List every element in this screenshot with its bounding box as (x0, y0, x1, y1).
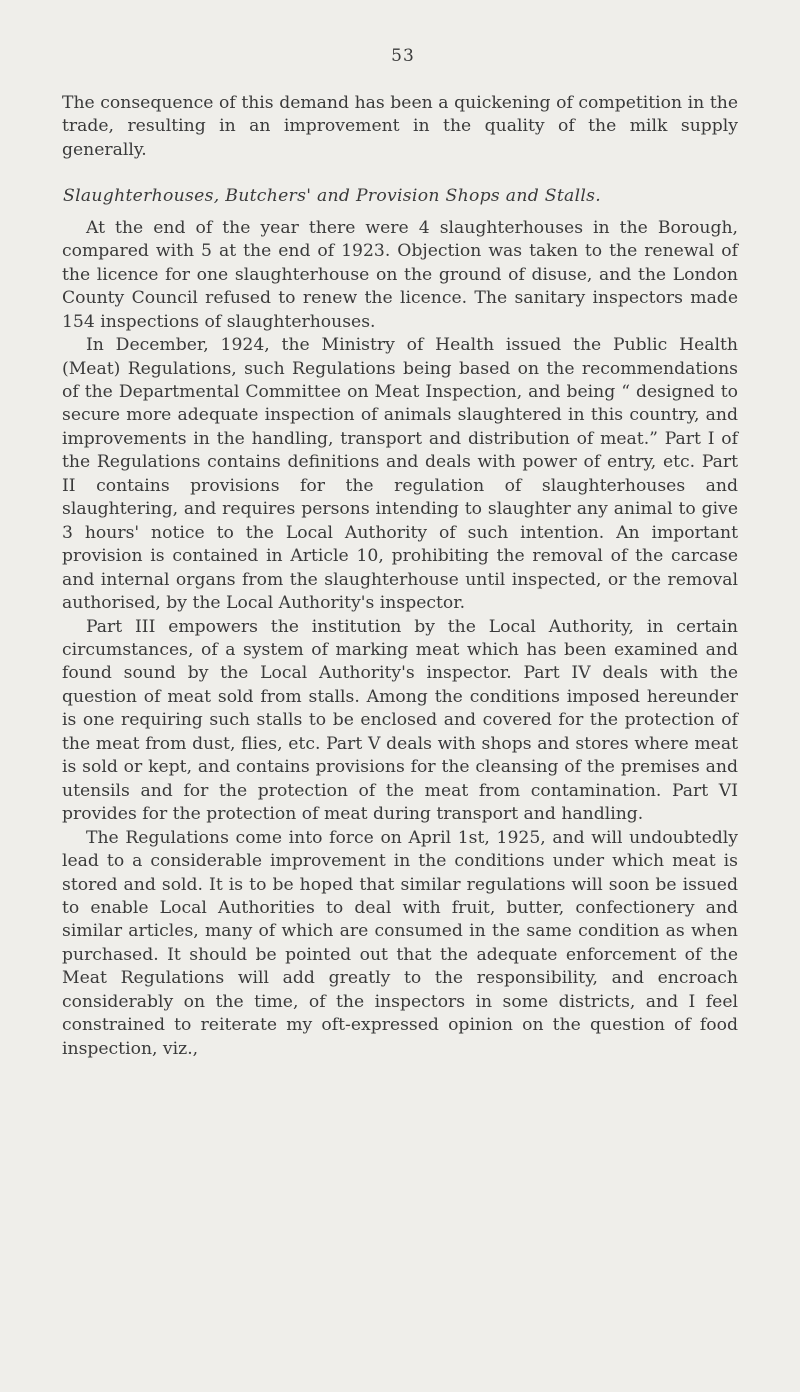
intro-paragraph: The consequence of this demand has been a quickening of competition in the trade, resulting in an improvement in the quality of the milk supply generally. (62, 93, 738, 160)
paragraph-slaughterhouse-count: At the end of the year there were 4 slaughterhouses in the Borough, compared with 5 at the end of 1923. Objection was taken to the renewal of the licence for one slaughterhouse on the ground of disuse, and the London County Council refused to renew the licence. The sanitary inspectors made 154 inspections of slaughterhouses. (62, 217, 738, 332)
page-number: 53 (391, 46, 415, 66)
paragraph-marking-and-stalls: Part III empowers the institution by the Local Authority, in certain circumstances, of a system of marking meat which has been examined and found sound by the Local Authority's inspector. Part IV deals with the question of meat sold from stalls. Among the conditions imposed hereunder is one requiring such stalls to be enclosed and covered for the protection of the meat from dust, flies, etc. Part V deals with shops and stores where meat is sold or kept, and contains provisions for the cleansing of the premises and utensils and for the protection of the meat from contamination. Part VI provides for the protection of meat during transport and handling. (62, 616, 738, 825)
paragraph-meat-regulations: In December, 1924, the Ministry of Health issued the Public Health (Meat) Regulations, such Regulations being based on the recommendations of the Departmental Committee on Meat Inspection, and being “ designed to secure more adequate inspection of animals slaughtered in this country, and improvements in the handling, transport and distribution of meat.” Part I of the Regulations contains definitions and deals with power of entry, etc. Part II contains provisions for the regulation of slaughterhouses and slaughtering, and requires persons intending to slaughter any animal to give 3 hours' notice to the Local Authority of such intention. An important provision is contained in Article 10, prohibiting the removal of the carcase and internal organs from the slaughterhouse until inspected, or the removal authorised, by the Local Authority's inspector. (62, 335, 738, 614)
section-heading: Slaughterhouses, Butchers' and Provision Shops and Stalls. (63, 186, 602, 207)
paragraph-regulations-enforcement: The Regulations come into force on April 1st, 1925, and will undoubtedly lead to a considerable improvement in the conditions under which meat is stored and sold. It is to be hoped that similar regulations will soon be issued to enable Local Authorities to deal with fruit, butter, confectionery and similar articles, many of which are consumed in the same condition as when purchased. It should be pointed out that the adequate enforcement of the Meat Regulations will add greatly to the responsibility, and encroach considerably on the time, of the inspectors in some districts, and I feel constrained to reiterate my oft-expressed opinion on the question of food inspection, viz., (62, 827, 738, 1059)
document-page (62, 46, 738, 1061)
